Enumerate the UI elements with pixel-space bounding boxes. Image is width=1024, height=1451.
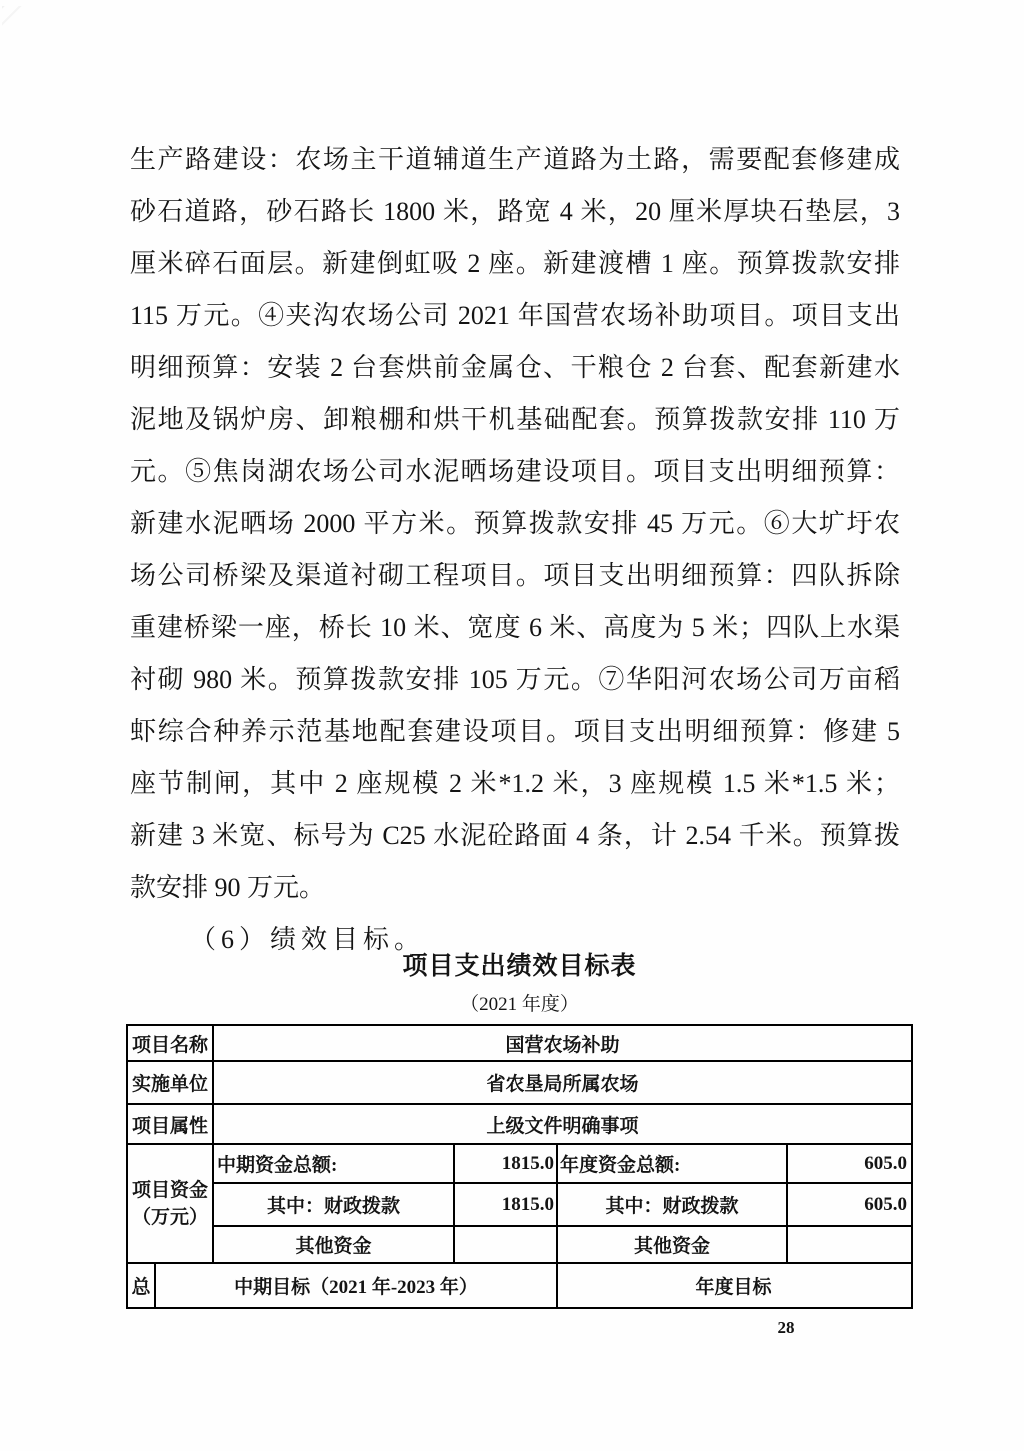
body-line: 虾综合种养示范基地配套建设项目。项目支出明细预算：修建 5 [130, 717, 900, 746]
body-line: 新建水泥晒场 2000 平方米。预算拨款安排 45 万元。⑥大圹圩农 [130, 509, 900, 538]
body-line: 款安排 90 万元。 [130, 873, 326, 902]
body-line: 座节制闸，其中 2 座规模 2 米*1.2 米，3 座规模 1.5 米*1.5 米； [130, 769, 900, 798]
funds-label-line1: 项目资金 [131, 1179, 208, 1201]
annual-total-label: 年度资金总额: [558, 1145, 788, 1182]
table-row [128, 1026, 911, 1062]
annual-total-value: 605.0 [864, 1152, 907, 1174]
row-header: 项目名称 [128, 1026, 214, 1060]
body-line: 衬砌 980 米。预算拨款安排 105 万元。⑦华阳河农场公司万亩稻 [130, 665, 900, 694]
row-value: 省农垦局所属农场 [486, 1074, 639, 1095]
midterm-other-value [455, 1227, 558, 1262]
annual-other-label: 其他资金 [558, 1227, 788, 1262]
table-row [128, 1105, 911, 1145]
table-row [128, 1062, 911, 1105]
midterm-fiscal-label: 其中：财政拨款 [214, 1184, 455, 1225]
annual-other-value [788, 1227, 909, 1262]
body-line: 砂石道路，砂石路长 1800 米，路宽 4 米，20 厘米厚块石垫层，3 [130, 197, 900, 226]
body-line: 明细预算：安装 2 台套烘前金属仓、干粮仓 2 台套、配套新建水 [130, 353, 900, 382]
goal-corner-label: 总 [128, 1264, 156, 1307]
scan-artifact [2, 6, 48, 76]
annual-fiscal-label: 其中：财政拨款 [558, 1184, 788, 1225]
midterm-other-label: 其他资金 [214, 1227, 455, 1262]
body-line: 新建 3 米宽、标号为 C25 水泥砼路面 4 条，计 2.54 千米。预算拨 [130, 821, 900, 850]
row-header: 项目属性 [128, 1105, 214, 1143]
row-value: 上级文件明确事项 [486, 1115, 639, 1137]
table-row [214, 1145, 911, 1184]
row-header: 实施单位 [128, 1062, 214, 1103]
midterm-total-value: 1815.0 [455, 1145, 558, 1182]
midterm-total-label: 中期资金总额: [214, 1145, 455, 1182]
page-number: 28 [777, 1318, 795, 1337]
body-line: 生产路建设：农场主干道辅道生产道路为土路，需要配套修建成 [130, 145, 900, 174]
annual-goal-header: 年度目标 [695, 1277, 772, 1298]
body-line: 泥地及锅炉房、卸粮棚和烘干机基础配套。预算拨款安排 110 万 [130, 405, 900, 434]
midterm-fiscal-value: 1815.0 [455, 1184, 558, 1225]
table-subtitle: （2021 年度） [460, 994, 579, 1015]
funds-label-line2: （万元） [131, 1206, 208, 1228]
funds-section [128, 1145, 911, 1264]
body-line: 元。⑤焦岗湖农场公司水泥晒场建设项目。项目支出明细预算： [130, 457, 900, 486]
goal-header-row [128, 1264, 911, 1307]
table-row [214, 1184, 911, 1227]
body-line: 115 万元。④夹沟农场公司 2021 年国营农场补助项目。项目支出 [130, 301, 900, 330]
funds-rows [214, 1145, 911, 1262]
row-value: 国营农场补助 [505, 1034, 620, 1056]
body-paragraphs [130, 134, 900, 966]
performance-target-table [126, 1024, 913, 1309]
body-line: 厘米碎石面层。新建倒虹吸 2 座。新建渡槽 1 座。预算拨款安排 [130, 249, 900, 278]
body-line: 场公司桥梁及渠道衬砌工程项目。项目支出明细预算：四队拆除 [130, 561, 900, 590]
funds-row-header [128, 1145, 214, 1262]
body-line: 重建桥梁一座，桥长 10 米、宽度 6 米、高度为 5 米；四队上水渠 [130, 613, 900, 642]
midterm-goal-header: 中期目标（2021 年-2023 年） [156, 1264, 558, 1307]
section-heading: （6）绩效目标。 [190, 925, 426, 954]
table-row [214, 1227, 911, 1262]
annual-fiscal-value: 605.0 [864, 1193, 907, 1215]
table-title: 项目支出绩效目标表 [402, 953, 637, 980]
